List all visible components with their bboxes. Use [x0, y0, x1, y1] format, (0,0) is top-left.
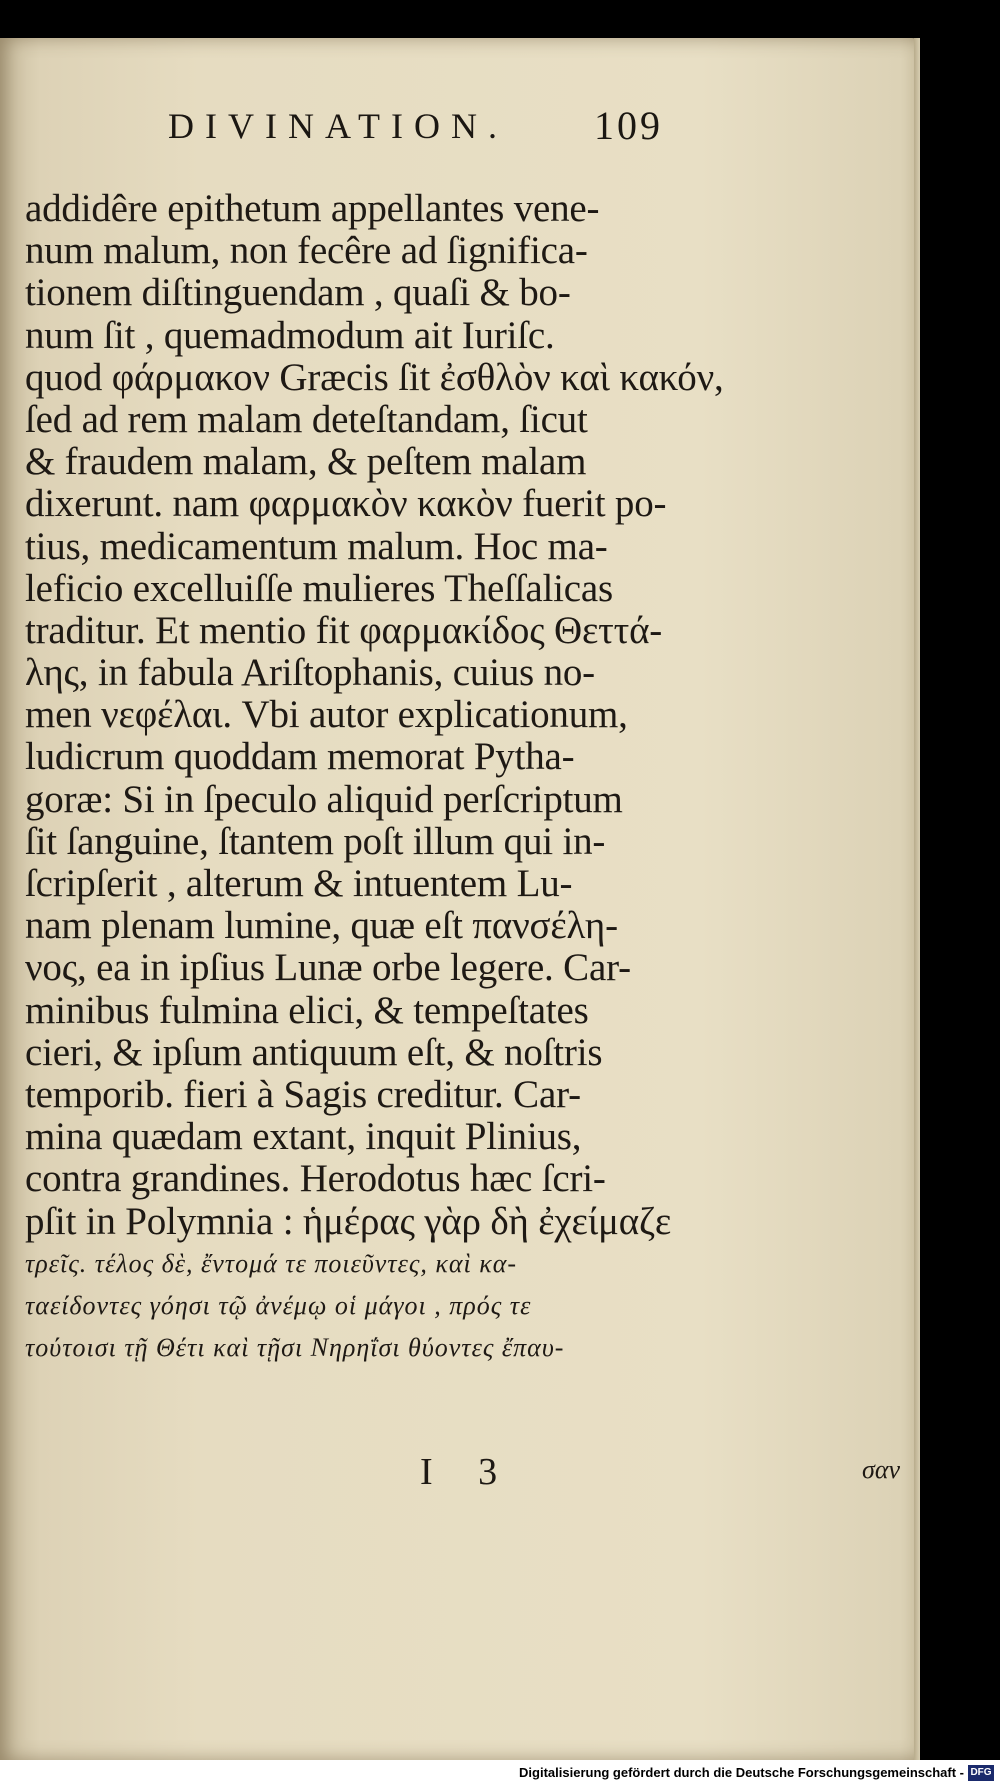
text-line: λης, in fabula Ariſtophanis, cuius no- — [25, 651, 595, 695]
page-number: 109 — [594, 103, 663, 148]
text-line: contra grandines. Herodotus hæc ſcri- — [25, 1157, 606, 1201]
text-line: temporib. fieri à Sagis creditur. Car- — [25, 1072, 581, 1116]
catchword: σαν — [862, 1455, 901, 1484]
text-line: minibus fulmina elici, & tempeſtates — [25, 988, 589, 1032]
text-line: tionem diſtinguendam , quaſi & bo- — [25, 271, 571, 315]
text-line: num ſit , quemadmodum ait Iuriſc. — [25, 313, 555, 357]
text-line: ludicrum quoddam memorat Pytha- — [25, 735, 575, 779]
text-line: νος, ea in ipſius Lunæ orbe legere. Car- — [25, 946, 631, 990]
greek-line: ταείδοντες γόησι τῷ ἀνέμῳ οἱ μάγοι , πρός τε — [25, 1290, 532, 1320]
text-line: leficio excelluiſſe mulieres Theſſalicas — [25, 566, 613, 610]
text-line: pſit in Polymnia : ἡμέρας γὰρ δὴ ἐχείμαζε — [25, 1199, 672, 1243]
running-head: DIVINATION. — [168, 106, 508, 146]
body-text — [25, 187, 724, 1369]
text-line: tius, medicamentum malum. Hoc ma- — [25, 524, 608, 568]
book-page — [0, 38, 920, 1760]
dfg-logo-icon: DFG — [968, 1765, 994, 1781]
greek-line: τούτοισι τῇ Θέτι καὶ τῇσι Νηρηΐσι θύοντες ἔπαυ- — [25, 1333, 565, 1363]
signature-mark: I 3 — [420, 1451, 516, 1493]
text-line: traditur. Et mentio fit φαρμακίδος Θεττά- — [25, 608, 663, 652]
greek-line: τρεῖς. τέλος δὲ, ἔντομά τε ποιεῦντες, καὶ κα- — [25, 1248, 518, 1278]
text-line: cieri, & ipſum antiquum eſt, & noſtris — [25, 1030, 603, 1074]
text-line: men νεφέλαι. Vbi autor explicationum, — [25, 693, 628, 737]
text-line: ſit ſanguine, ſtantem poſt illum qui in- — [25, 819, 606, 863]
footer-credit: Digitalisierung gefördert durch die Deutsche Forschungsgemeinschaft - — [519, 1765, 964, 1780]
text-line: dixerunt. nam φαρμακὸν κακὸν fuerit po- — [25, 482, 667, 526]
text-line: ſed ad rem malam deteſtandam, ſicut — [25, 397, 588, 441]
text-line: goræ: Si in ſpeculo aliquid perſcriptum — [25, 777, 623, 821]
text-line: & fraudem malam, & peſtem malam — [25, 440, 587, 484]
page-edge — [914, 38, 920, 1760]
text-line: mina quædam extant, inquit Plinius, — [25, 1115, 582, 1159]
text-line: nam plenam lumine, quæ eſt πανσέλη- — [25, 904, 618, 948]
text-line: addidêre epithetum appellantes vene- — [25, 187, 600, 230]
digitization-footer — [0, 1760, 1000, 1788]
text-line: quod φάρμακον Græcis ſit ἐσθλὸν καὶ κακόν, — [25, 355, 724, 399]
text-line: ſcripſerit , alterum & intuentem Lu- — [25, 862, 573, 905]
text-line: num malum, non fecêre ad ſignifica- — [25, 229, 588, 273]
greek-quotation — [25, 1243, 715, 1370]
